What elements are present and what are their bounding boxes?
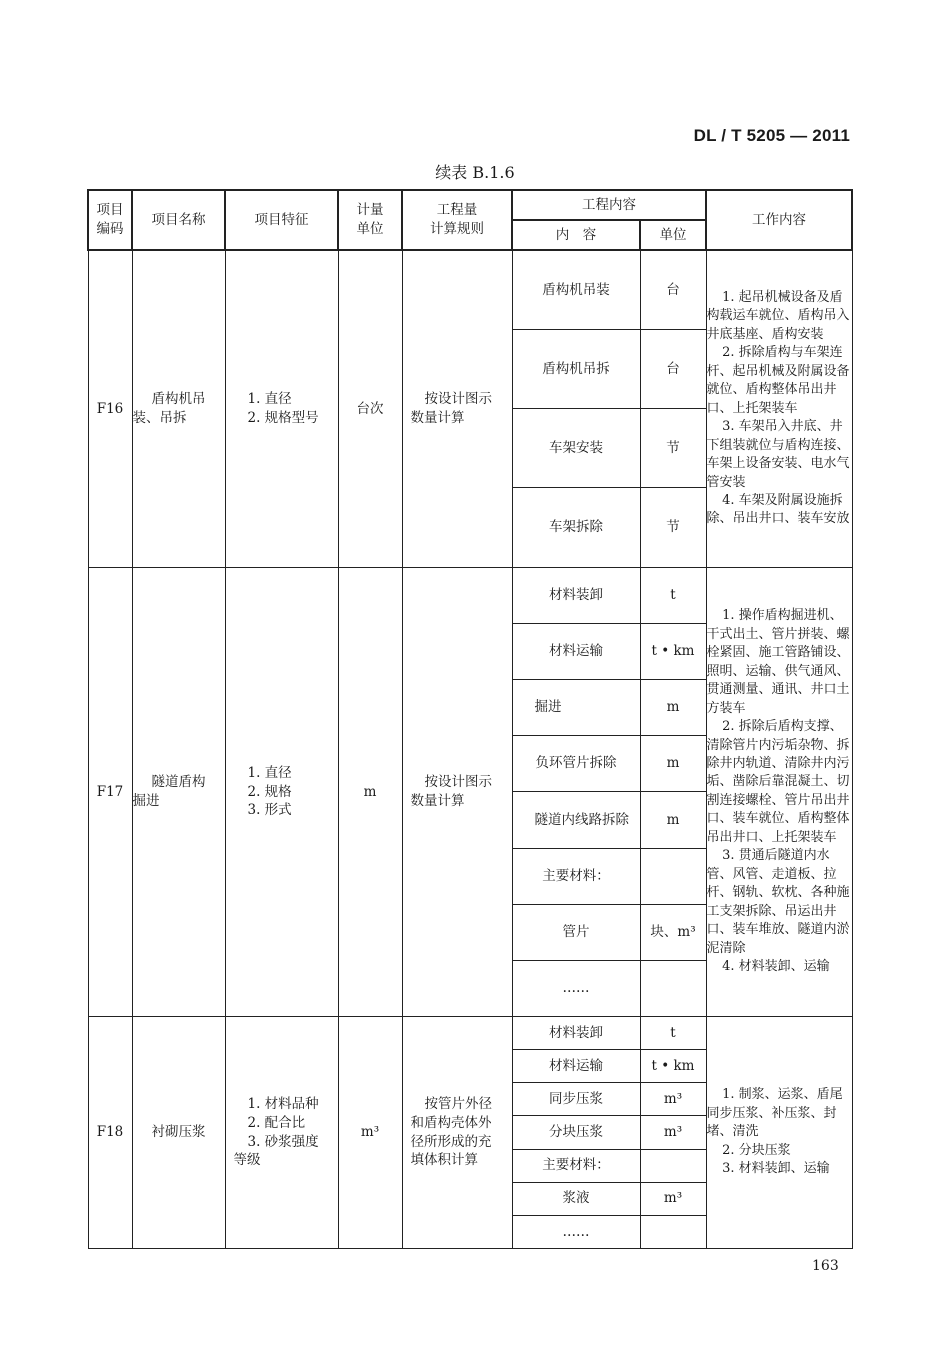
row-work: 1. 起吊机械设备及盾构载运车就位、盾构吊入井底基座、盾构安装 2. 拆除盾构与车架连杆、起吊机械及附属设备就位、盾构整体吊出井口、上托架装车 3. 车架吊入井底、井下组装就位与盾构连接、车架上设备安装、电水气管安装 4. 车架及附属设施拆除、吊出井口、装车安放	[706, 250, 852, 567]
row-work: 1. 操作盾构掘进机、干式出土、管片拼装、螺栓紧固、施工管路铺设、照明、运输、供气通风、贯通测量、通讯、井口土方装车 2. 拆除后盾构支撑、清除管片内污垢杂物、拆除井内轨道、清除井内污垢、凿除后靠混凝土、切割连接螺栓、管片吊出井口、装车就位、盾构整体吊出井口、上托架装车 3. 贯通后隧道内水管、风管、走道板、拉杆、钢轨、软枕、各种施工支架拆除、吊运出井口、装车堆放、隧道内淤泥清除 4. 材料装卸、运输	[706, 567, 852, 1016]
col-header-feature: 项目特征	[225, 190, 338, 250]
content-item: 车架拆除	[512, 488, 640, 567]
content-item: ……	[512, 1215, 640, 1248]
row-rule: 按管片外径 和盾构壳体外 径所形成的充 填体积计算	[402, 1017, 512, 1249]
table-title: 续表 B.1.6	[435, 163, 515, 182]
page-number: 163	[812, 1258, 839, 1274]
content-unit: m	[640, 680, 706, 736]
row-code: F16	[88, 250, 132, 567]
content-item: 主要材料：	[512, 848, 640, 904]
content-unit: t • km	[640, 623, 706, 679]
row-name: 衬砌压浆	[132, 1017, 225, 1249]
content-item: 管片	[512, 904, 640, 960]
content-unit: t	[640, 1017, 706, 1050]
row-feature: 1. 材料品种 2. 配合比 3. 砂浆强度 等级	[225, 1017, 338, 1249]
content-item: 掘进	[512, 680, 640, 736]
row-rule: 按设计图示 数量计算	[402, 567, 512, 1016]
content-unit: m	[640, 792, 706, 848]
col-header-unit: 计量 单位	[338, 190, 402, 250]
content-item: 隧道内线路拆除	[512, 792, 640, 848]
content-unit	[640, 1149, 706, 1182]
content-unit: m³	[640, 1083, 706, 1116]
row-unit: m³	[338, 1017, 402, 1249]
content-unit: m	[640, 736, 706, 792]
row-feature: 1. 直径 2. 规格型号	[225, 250, 338, 567]
col-header-content: 工程内容	[512, 190, 706, 220]
content-item: 同步压浆	[512, 1083, 640, 1116]
content-item: 浆液	[512, 1182, 640, 1215]
table-row	[88, 1017, 852, 1050]
row-rule: 按设计图示 数量计算	[402, 250, 512, 567]
content-item: ……	[512, 960, 640, 1016]
row-work: 1. 制浆、运浆、盾尾同步压浆、补压浆、封堵、清洗 2. 分块压浆 3. 材料装卸、运输	[706, 1017, 852, 1249]
content-item: 材料运输	[512, 1050, 640, 1083]
col-header-content-unit: 单位	[640, 220, 706, 250]
content-unit	[640, 960, 706, 1016]
col-header-name: 项目名称	[132, 190, 225, 250]
row-name: 盾构机吊 装、吊拆	[132, 250, 225, 567]
content-unit: 台	[640, 329, 706, 408]
content-item: 材料装卸	[512, 567, 640, 623]
content-unit	[640, 1215, 706, 1248]
standard-code: DL / T 5205 — 2011	[693, 126, 850, 145]
content-item: 主要材料：	[512, 1149, 640, 1182]
content-unit: m³	[640, 1182, 706, 1215]
row-unit: 台次	[338, 250, 402, 567]
content-item: 材料运输	[512, 623, 640, 679]
col-header-content-item: 内 容	[512, 220, 640, 250]
content-unit: t • km	[640, 1050, 706, 1083]
table-row	[88, 250, 852, 329]
table-row	[88, 567, 852, 623]
col-header-work: 工作内容	[706, 190, 852, 250]
content-unit: m³	[640, 1116, 706, 1149]
content-unit	[640, 848, 706, 904]
row-feature: 1. 直径 2. 规格 3. 形式	[225, 567, 338, 1016]
row-name: 隧道盾构 掘进	[132, 567, 225, 1016]
content-item: 盾构机吊装	[512, 250, 640, 329]
row-unit: m	[338, 567, 402, 1016]
content-unit: t	[640, 567, 706, 623]
content-item: 分块压浆	[512, 1116, 640, 1149]
row-code: F18	[88, 1017, 132, 1249]
content-unit: 块、m³	[640, 904, 706, 960]
col-header-rule: 工程量 计算规则	[402, 190, 512, 250]
content-item: 车架安装	[512, 409, 640, 488]
content-item: 负环管片拆除	[512, 736, 640, 792]
col-header-code: 项目 编码	[88, 190, 132, 250]
content-unit: 台	[640, 250, 706, 329]
content-unit: 节	[640, 409, 706, 488]
content-item: 盾构机吊拆	[512, 329, 640, 408]
content-item: 材料装卸	[512, 1017, 640, 1050]
row-code: F17	[88, 567, 132, 1016]
content-unit: 节	[640, 488, 706, 567]
specification-table	[87, 189, 853, 1249]
